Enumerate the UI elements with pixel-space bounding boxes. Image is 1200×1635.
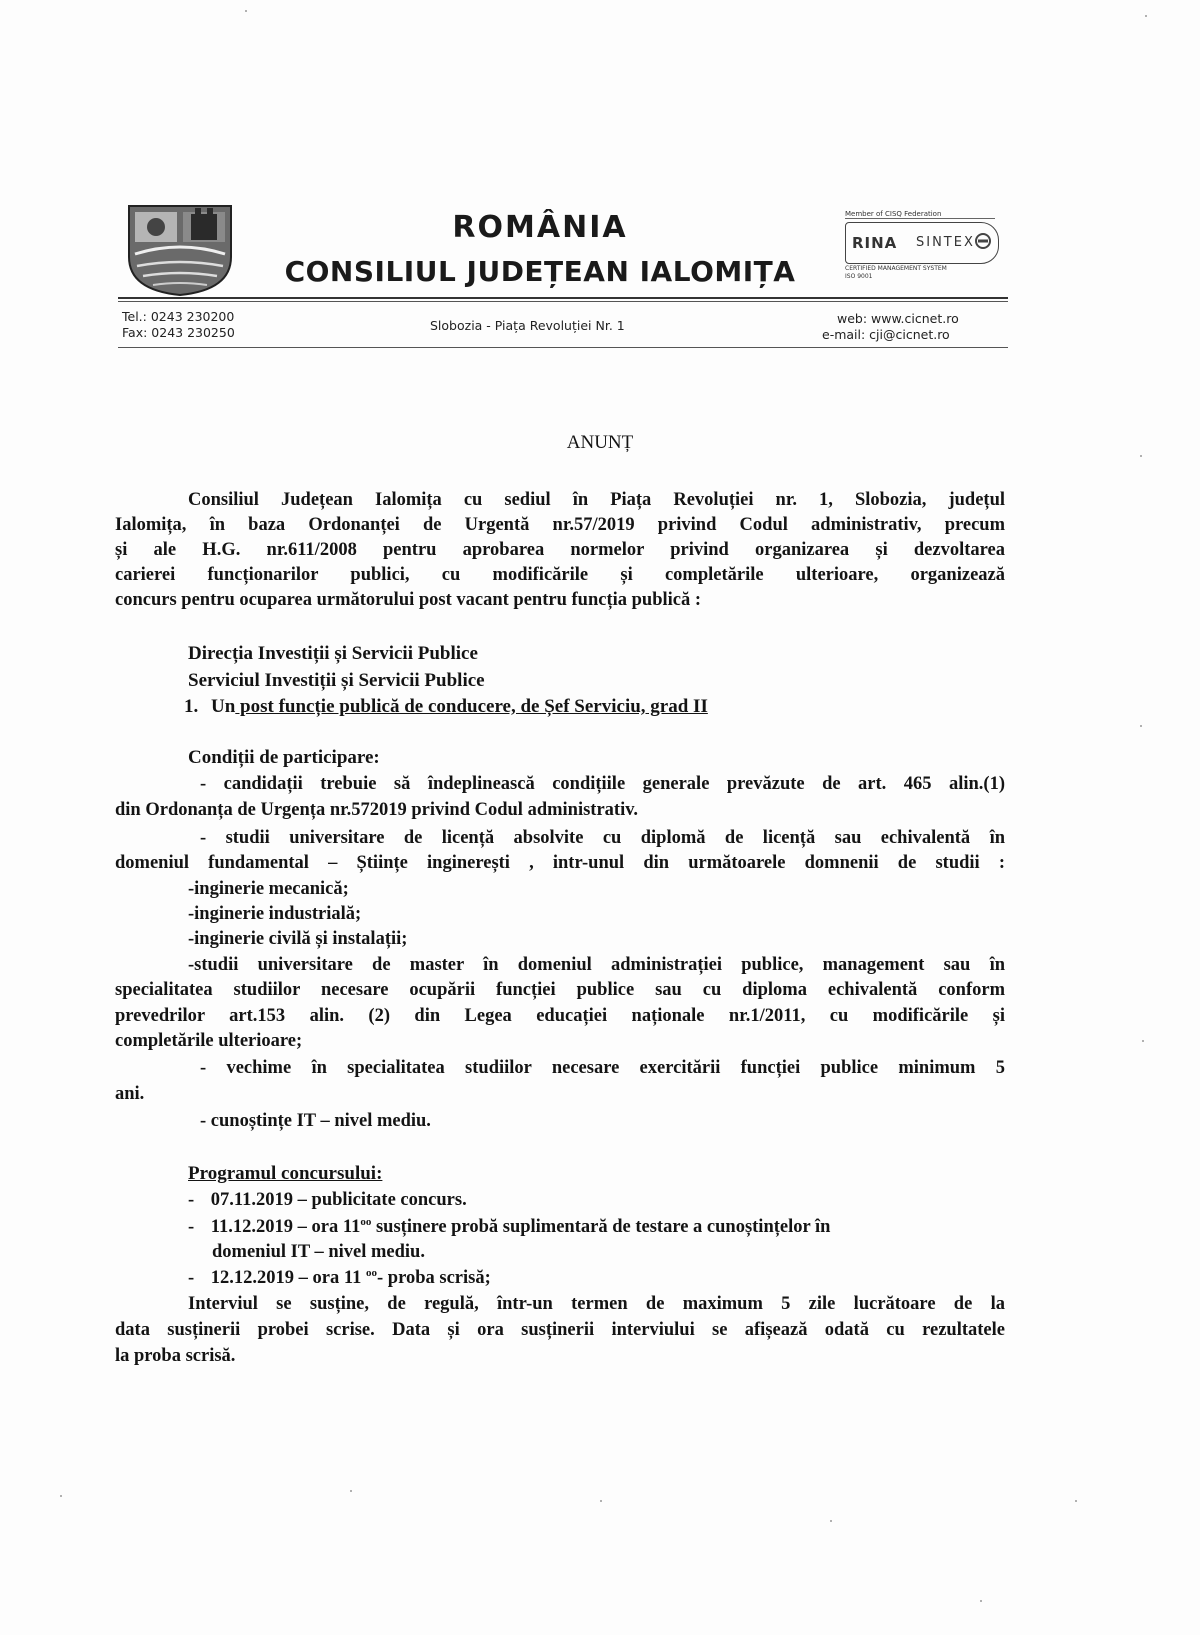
program-heading: Programul concursului: bbox=[188, 1163, 383, 1184]
condition-line: -inginerie industrială; bbox=[188, 904, 362, 924]
header-fax: Fax: 0243 230250 bbox=[122, 325, 235, 340]
post-item-number: 1. bbox=[184, 696, 199, 717]
program-item bbox=[188, 1190, 467, 1211]
scan-speck bbox=[1145, 15, 1147, 17]
header-email: e-mail: cji@cicnet.ro bbox=[822, 327, 950, 342]
program-item bbox=[188, 1217, 830, 1238]
header-country: ROMÂNIA bbox=[452, 210, 628, 245]
cert-iso-text: ISO 9001 bbox=[845, 273, 873, 280]
header-institution: CONSILIUL JUDEȚEAN IALOMIȚA bbox=[284, 255, 796, 288]
gear-icon bbox=[974, 232, 992, 250]
program-item-dash: - bbox=[188, 1190, 195, 1210]
condition-line: -studii universitare de master în domeniul administrației publice, management sau în bbox=[188, 955, 1005, 975]
condition-line: - studii universitare de licență absolvite cu diplomă de licență sau echivalentă în bbox=[200, 828, 1005, 848]
intro-line: și ale H.G. nr.611/2008 pentru aprobarea normelor privind organizarea și dezvoltarea bbox=[115, 540, 1005, 560]
scan-speck bbox=[830, 1520, 832, 1522]
cert-bottom-text: CERTIFIED MANAGEMENT SYSTEM bbox=[845, 265, 947, 272]
program-item-dash: - bbox=[188, 1268, 195, 1288]
header-divider-top-thin bbox=[118, 301, 1008, 302]
post-item-title: post funcție publică de conducere, de Șef Serviciu, grad II bbox=[235, 696, 708, 717]
scan-speck bbox=[245, 10, 247, 12]
scan-speck bbox=[1142, 1040, 1144, 1042]
cert-box bbox=[845, 222, 999, 264]
post-service: Serviciul Investiții și Servicii Publice bbox=[188, 670, 485, 691]
post-item bbox=[184, 696, 708, 718]
condition-line: specialitatea studiilor necesare ocupării funcției publice sau cu diploma echivalentă conform bbox=[115, 980, 1005, 1000]
conditions-heading: Condiții de participare: bbox=[188, 747, 380, 768]
interview-line: data susținerii probei scrise. Data și ora susținerii interviului se afișează odată cu rezultatele bbox=[115, 1320, 1005, 1340]
condition-line: din Ordonanța de Urgența nr.572019 privind Codul administrativ. bbox=[115, 800, 639, 820]
condition-line: -inginerie mecanică; bbox=[188, 879, 349, 899]
cert-top-text: Member of CISQ Federation bbox=[845, 210, 995, 219]
program-item-sup: oo bbox=[360, 1215, 372, 1228]
condition-line: domeniul fundamental – Științe inginerești , intr-unul din următoarele domnenii de studii : bbox=[115, 853, 1005, 873]
intro-line: carierei funcționarilor publici, cu modificările și completările ulterioare, organizează bbox=[115, 565, 1005, 585]
program-item-text bbox=[211, 1217, 831, 1237]
interview-line: Interviul se susține, de regulă, într-un termen de maximum 5 zile lucrătoare de la bbox=[188, 1294, 1005, 1314]
header-web: web: www.cicnet.ro bbox=[837, 311, 959, 326]
header-divider-bottom bbox=[118, 347, 1008, 348]
condition-line: - vechime în specialitatea studiilor necesare exercitării funcției publice minimum 5 bbox=[200, 1058, 1005, 1078]
condition-line: prevedrilor art.153 alin. (2) din Legea educației naționale nr.1/2011, cu modificările și bbox=[115, 1006, 1005, 1026]
cert-sintex: SINTEX bbox=[916, 235, 975, 250]
program-item-text-b: susținere probă suplimentară de testare a cunoștințelor în bbox=[371, 1217, 831, 1237]
scan-speck bbox=[60, 1495, 62, 1497]
scan-speck bbox=[980, 1600, 982, 1602]
county-coat-of-arms-icon bbox=[125, 202, 235, 297]
header-divider-top bbox=[118, 297, 1008, 299]
intro-line: Consiliul Județean Ialomița cu sediul în Piața Revoluției nr. 1, Slobozia, județul bbox=[188, 490, 1005, 510]
scan-speck bbox=[1140, 725, 1142, 727]
program-item-text-b: - proba scrisă; bbox=[377, 1268, 491, 1288]
scan-speck bbox=[600, 1500, 602, 1502]
program-item-sup: oo bbox=[366, 1266, 377, 1279]
cert-rina: RINA bbox=[852, 234, 898, 252]
condition-line: - candidații trebuie să îndeplinească condițiile generale prevăzute de art. 465 alin.(1) bbox=[200, 774, 1005, 794]
post-direction: Direcția Investiții și Servicii Publice bbox=[188, 643, 478, 664]
header-tel: Tel.: 0243 230200 bbox=[122, 309, 235, 324]
program-item bbox=[188, 1268, 491, 1289]
post-item-prefix: Un bbox=[211, 696, 236, 717]
program-item-text-a: 12.12.2019 – ora 11 bbox=[210, 1268, 366, 1288]
condition-line: completările ulterioare; bbox=[115, 1031, 303, 1051]
program-item-text: 07.11.2019 – publicitate concurs. bbox=[210, 1190, 467, 1210]
scan-speck bbox=[1140, 455, 1142, 457]
certification-logo bbox=[845, 210, 1005, 280]
document-title: ANUNȚ bbox=[566, 432, 634, 453]
program-item-continuation: domeniul IT – nivel mediu. bbox=[212, 1242, 425, 1262]
condition-line: - cunoștințe IT – nivel mediu. bbox=[200, 1111, 431, 1131]
program-item-dash: - bbox=[188, 1217, 195, 1237]
program-item-text-a: 11.12.2019 – ora 11 bbox=[210, 1217, 361, 1237]
scan-speck bbox=[350, 1490, 352, 1492]
header-address: Slobozia - Piața Revoluției Nr. 1 bbox=[430, 318, 625, 333]
condition-line: -inginerie civilă și instalații; bbox=[188, 929, 408, 949]
condition-line: ani. bbox=[115, 1084, 145, 1104]
interview-line: la proba scrisă. bbox=[115, 1346, 236, 1366]
program-item-text bbox=[211, 1268, 491, 1288]
intro-line: Ialomița, în baza Ordonanței de Urgentă nr.57/2019 privind Codul administrativ, precum bbox=[115, 515, 1005, 535]
intro-line: concurs pentru ocuparea următorului post vacant pentru funcția publică : bbox=[115, 590, 702, 610]
scan-speck bbox=[1075, 1500, 1077, 1502]
